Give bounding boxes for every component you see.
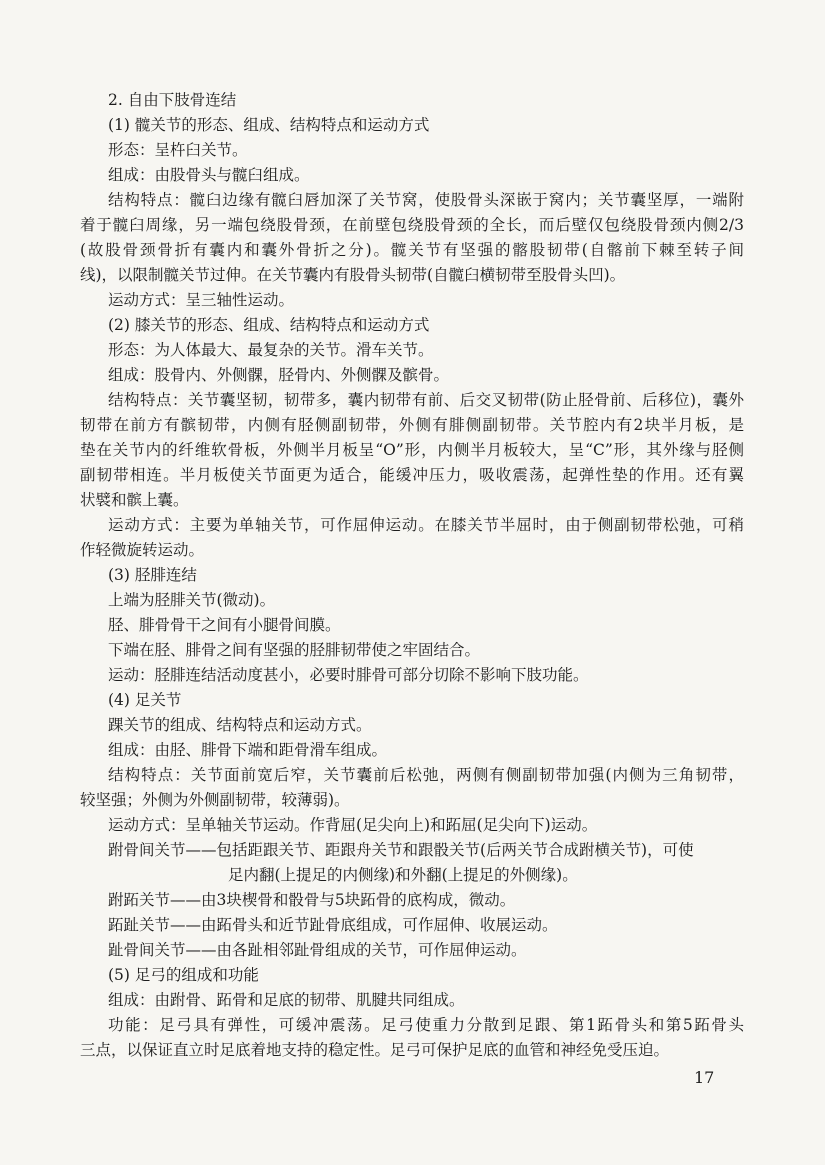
text-line: 运动方式：呈三轴性运动。	[108, 291, 295, 309]
subsection-heading: (2) 膝关节的形态、组成、结构特点和运动方式	[108, 316, 430, 334]
text-line: (故股骨颈骨折有囊内和囊外骨折之分)。髋关节有坚强的髂股韧带(自髂前下棘至转子间	[80, 241, 744, 259]
text-line: 下端在胫、腓骨之间有坚强的胫腓韧带使之牢固结合。	[108, 641, 481, 659]
text-line: 组成：由股骨头与髋臼组成。	[108, 166, 310, 184]
page-body	[80, 88, 744, 1063]
text-line: 状襞和髌上囊。	[80, 491, 189, 509]
text-line: 形态：呈杵臼关节。	[108, 141, 248, 159]
text-line: 三点，以保证直立时足底着地支持的稳定性。足弓可保护足底的血管和神经免受压迫。	[80, 1041, 670, 1059]
text-line: 作轻微旋转运动。	[80, 541, 205, 559]
text-line: 跖趾关节——由跖骨头和近节趾骨底组成，可作屈伸、收展运动。	[108, 916, 558, 934]
text-line: 胫、腓骨骨干之间有小腿骨间膜。	[108, 616, 341, 634]
text-line: 线)，以限制髋关节过伸。在关节囊内有股骨头韧带(自髋臼横韧带至股骨头凹)。	[80, 266, 626, 284]
section-heading: 2. 自由下肢骨连结	[108, 91, 237, 109]
page-number: 17	[694, 1068, 715, 1087]
text-line: 上端为胫腓关节(微动)。	[108, 591, 276, 609]
text-line: 形态：为人体最大、最复杂的关节。滑车关节。	[108, 341, 434, 359]
text-line: 组成：由跗骨、跖骨和足底的韧带、肌腱共同组成。	[108, 991, 465, 1009]
text-line: 足内翻(上提足的内侧缘)和外翻(上提足的外侧缘)。	[228, 866, 578, 884]
text-line: 趾骨间关节——由各趾相邻趾骨组成的关节，可作屈伸运动。	[108, 941, 527, 959]
text-line: 踝关节的组成、结构特点和运动方式。	[108, 716, 372, 734]
subsection-heading: (4) 足关节	[108, 691, 182, 709]
text-line: 着于髋臼周缘，另一端包绕股骨颈，在前壁包绕股骨颈的全长，而后壁仅包绕股骨颈内侧2/3	[80, 216, 744, 234]
text-line: 结构特点：关节面前宽后窄，关节囊前后松弛，两侧有侧副韧带加强(内侧为三角韧带，	[108, 766, 744, 784]
text-line: 垫在关节内的纤维软骨板，外侧半月板呈“O”形，内侧半月板较大，呈“C”形，其外缘与胫侧	[80, 441, 744, 459]
text-line: 运动方式：主要为单轴关节，可作屈伸运动。在膝关节半屈时，由于侧副韧带松弛，可稍	[108, 516, 744, 534]
text-line: 跗跖关节——由3块楔骨和骰骨与5块跖骨的底构成，微动。	[108, 891, 516, 909]
subsection-heading: (1) 髋关节的形态、组成、结构特点和运动方式	[108, 116, 430, 134]
text-line: 组成：由胫、腓骨下端和距骨滑车组成。	[108, 741, 388, 759]
text-line: 较坚强；外侧为外侧副韧带，较薄弱)。	[80, 791, 350, 809]
text-line: 组成：股骨内、外侧髁，胫骨内、外侧髁及髌骨。	[108, 366, 450, 384]
text-line: 运动方式：呈单轴关节运动。作背屈(足尖向上)和跖屈(足尖向下)运动。	[108, 816, 598, 834]
text-line: 功能：足弓具有弹性，可缓冲震荡。足弓使重力分散到足跟、第1跖骨头和第5跖骨头	[108, 1016, 744, 1034]
subsection-heading: (5) 足弓的组成和功能	[108, 966, 259, 984]
text-line: 结构特点：关节囊坚韧，韧带多，囊内韧带有前、后交叉韧带(防止胫骨前、后移位)，囊外	[108, 391, 744, 409]
text-line: 韧带在前方有髌韧带，内侧有胫侧副韧带，外侧有腓侧副韧带。关节腔内有2块半月板，是	[80, 416, 744, 434]
text-line: 副韧带相连。半月板使关节面更为适合，能缓冲压力，吸收震荡，起弹性垫的作用。还有翼	[80, 466, 744, 484]
text-line: 跗骨间关节——包括距跟关节、距跟舟关节和跟骰关节(后两关节合成跗横关节)，可使	[108, 841, 694, 859]
text-line: 结构特点：髋臼边缘有髋臼唇加深了关节窝，使股骨头深嵌于窝内；关节囊坚厚，一端附	[108, 191, 744, 209]
text-line: 运动：胫腓连结活动度甚小，必要时腓骨可部分切除不影响下肢功能。	[108, 666, 589, 684]
subsection-heading: (3) 胫腓连结	[108, 566, 197, 584]
